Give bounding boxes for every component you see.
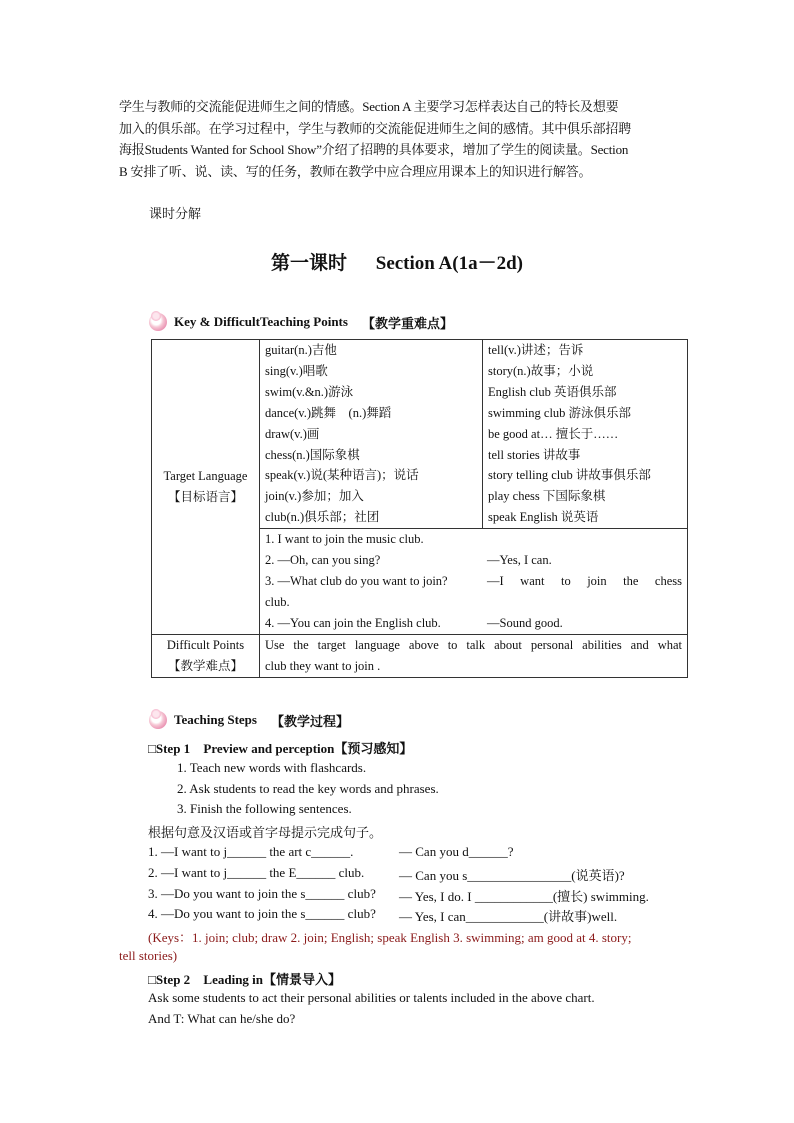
step1-instruction: 根据句意及汉语或首字母提示完成句子。 [148,825,383,840]
step1-heading [148,738,412,757]
step1-title: Preview and perception [203,741,335,756]
vocab-item: club(n.)俱乐部；社团 [265,510,380,525]
vocab-item: tell stories 讲故事 [488,447,581,462]
vocab-item: speak English 说英语 [488,510,599,525]
sentence: —I want to join the chess [487,573,682,588]
difficult-points-cell [260,634,688,677]
exercise-question: 4. —Do you want to join the s______ club? [148,906,376,921]
vocab-item: guitar(n.)吉他 [265,343,337,357]
exercise-answer: — Yes, I do. I ____________(擅长) swimming. [399,889,649,904]
sentence: 2. —Oh, can you sing? [265,553,381,568]
table-row [152,340,688,529]
answer-keys: (Keys：1. join; club; draw 2. join; English; speak English 3. swimming; am good at 4. story; [148,930,632,945]
exercise-question: 1. —I want to j______ the art c______. [148,844,354,859]
step1-label: Step 1 [155,741,191,756]
vocab-item: story(n.)故事；小说 [488,363,594,378]
difficult-text: club they want to join . [265,658,381,673]
vocab-item: sing(v.)唱歌 [265,363,328,378]
exercise-question: 3. —Do you want to join the s______ club? [148,886,376,901]
difficult-label-en: Difficult Points [166,637,245,652]
sentence: club. [265,594,290,609]
vocab-item: play chess 下国际象棋 [488,489,606,504]
flower-bullet-icon [148,709,170,731]
vocab-item: English club 英语俱乐部 [488,384,617,399]
difficult-points-label [152,634,260,677]
exercise-answer: — Yes, I can____________(讲故事)well. [399,909,618,924]
step1-item: 1. Teach new words with flashcards. [177,760,367,775]
box-icon: □ [148,741,156,756]
key-points-table [151,339,688,678]
difficult-text: Use the target language above to talk about personal abilities and what [265,637,682,652]
key-points-heading [148,311,453,333]
sentence: 1. I want to join the music club. [265,532,424,547]
step2-text: And T: What can he/she do? [148,1011,296,1026]
key-points-heading-text: Key & DifficultTeaching Points [174,314,348,329]
sentence: 3. —What club do you want to join? [265,573,448,588]
title-en: Section A(1a－2d) [375,253,524,274]
exercise-answer: — Can you s________________(说英语)? [399,868,625,883]
vocab-item: join(v.)参加；加入 [265,489,364,504]
intro-line: 加入的俱乐部。在学习过程中，学生与教师的交流能促进师生之间的感情。其中俱乐部招聘 [119,120,632,136]
title-zh: 第一课时 [270,253,347,274]
sentences-cell [260,529,688,635]
target-label-en: Target Language [163,468,248,483]
vocab-item: speak(v.)说(某种语言)；说话 [265,468,419,483]
page-title [0,248,794,275]
sentence: 4. —You can join the English club. [265,615,441,630]
vocab-item: swim(v.&n.)游泳 [265,384,354,399]
step1-title-zh: 【预习感知】 [334,741,413,756]
intro-line: B 安排了听、说、读、写的任务，教师在教学中应合理应用课本上的知识进行解答。 [119,163,592,179]
vocab-item: swimming club 游泳俱乐部 [488,405,632,420]
vocab-item: dance(v.)跳舞 (n.)舞蹈 [265,405,392,420]
step2-title: Leading in [203,972,264,987]
sentence: —Sound good. [487,615,563,630]
intro-line: 海报Students Wanted for School Show”介绍了招聘的具体要求，增加了学生的阅读量。Section [119,142,629,157]
vocab-item: chess(n.)国际象棋 [265,447,360,462]
key-points-heading-zh: 【教学重难点】 [361,315,453,331]
difficult-label-zh: 【教学难点】 [167,658,243,673]
answer-keys: tell stories) [119,948,178,963]
words-left-cell [260,340,483,529]
sentence: —Yes, I can. [487,553,552,568]
step2-heading [148,969,341,988]
vocab-item: tell(v.)讲述；告诉 [488,343,584,357]
target-language-label [152,340,260,635]
intro-paragraph [119,96,679,182]
step1-item: 2. Ask students to read the key words and phrases. [177,781,439,796]
step2-title-zh: 【情景导入】 [263,972,342,987]
target-label-zh: 【目标语言】 [167,489,243,504]
vocab-item: be good at… 擅长于…… [488,426,619,441]
intro-line: 学生与教师的交流能促进师生之间的情感。Section A 主要学习怎样表达自己的特长及想要 [119,99,619,114]
vocab-item: draw(v.)画 [265,426,320,441]
flower-bullet-icon [148,311,170,333]
teaching-steps-heading-zh: 【教学过程】 [270,713,349,729]
vocab-item: story telling club 讲故事俱乐部 [488,468,651,483]
exercise-question: 2. —I want to j______ the E______ club. [148,865,365,880]
words-right-cell [483,340,688,529]
lesson-split-label: 课时分解 [149,206,202,221]
box-icon: □ [148,972,156,987]
teaching-steps-heading [148,709,349,731]
table-row [152,634,688,677]
exercise-answer: — Can you d______? [399,844,514,859]
teaching-steps-heading-text: Teaching Steps [174,712,257,727]
step2-label: Step 2 [155,972,191,987]
step1-item: 3. Finish the following sentences. [177,801,352,816]
step2-text: Ask some students to act their personal abilities or talents included in the above chart. [148,990,595,1005]
